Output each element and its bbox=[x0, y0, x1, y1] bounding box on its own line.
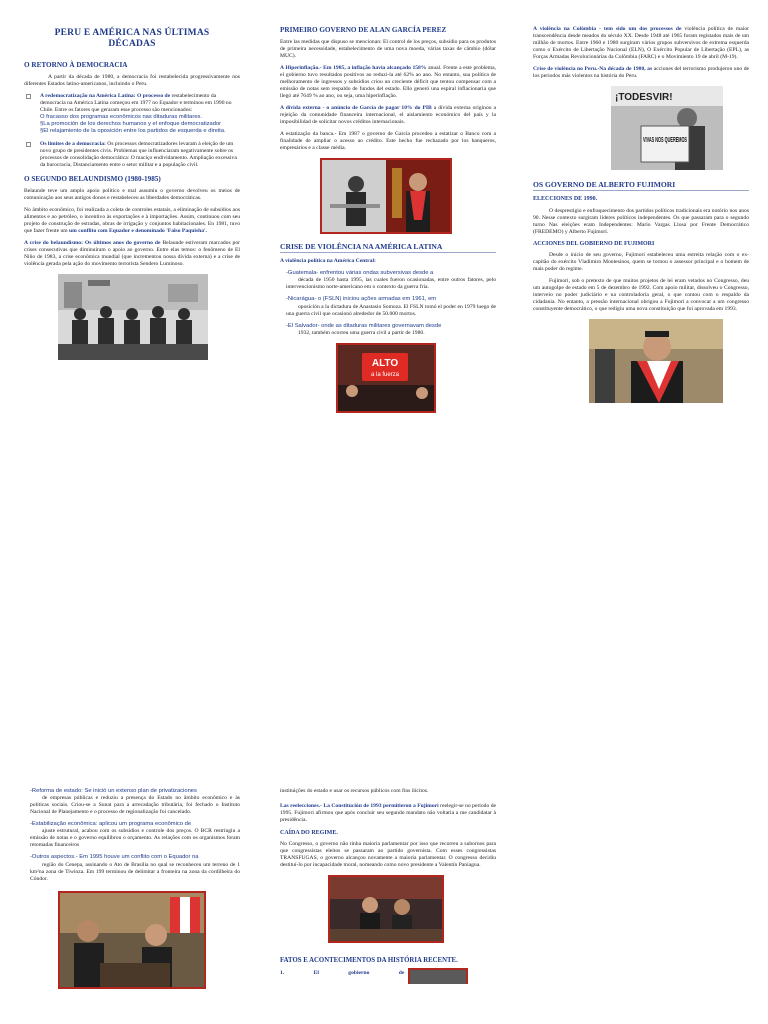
paragraph-retorno: A partir da década de 1980, a democracia foi restabelecida progressivamente nos diferentes Estados latino-americanos, incluindo o Peru. bbox=[24, 73, 240, 87]
item-outros-aspectos-text: região do Cenepa, assinando o Ato de Brasília no qual se reconheceu um terreno de 1 km²na zona de Tiwinza. Em 199 terminou de delimitar a fronteira na zona da cordilheira do Cóndor. bbox=[30, 861, 240, 882]
paragraph-divida-bold: A dívida externa - o anúncio de García de pagar 10% do PIB bbox=[280, 104, 432, 111]
list-america-central bbox=[280, 270, 496, 337]
paragraph-colombia-bold: A violência na Colômbia - tem sido um dos processos de bbox=[533, 26, 682, 32]
photo-vivas-nos-queremos bbox=[611, 86, 723, 170]
column-2-bottom bbox=[280, 788, 496, 982]
heading-acciones-fujimori: ACCIONES DEL GOBIERNO DE FUJIMORI bbox=[533, 240, 655, 247]
photo-belaunde-cabinet bbox=[58, 274, 208, 360]
item-el-gobierno-de: 1. El gobierno de bbox=[280, 969, 405, 976]
factor-1: O fracasso dos programas econômicos nas ditaduras militares. bbox=[40, 113, 203, 120]
item-estabilizacao-text: ajuste estrutural, acabou com os subsídios e controle dos preços. O BCR restringiu a emissão de notas e o governo equilibrou o orçamento. As relações com os organismos foram retomadas financeiros bbox=[30, 828, 240, 849]
bullet-redemocratizacao-title: A redemocratização na América Latina: O processo de bbox=[40, 92, 171, 99]
paragraph-belaunde-2-text: No âmbito econômico, foi realizada a coleta de controles estatais, a eliminação de subsídios aos alimentos e ao petróleo, o incentivo às exportações e à importações. Assim, continuou com seu projeto de construção de estradas, obras de irrigação y conjuntos habitacionales. En 1981, tuvo que fazer frente um bbox=[24, 207, 240, 235]
photo-protest-alto bbox=[336, 343, 436, 413]
item-el-salvador-text: 1932, também ocorreu uma guerra civil a partir de 1980. bbox=[298, 329, 425, 336]
paragraph-hiperinflacao-text: anual. Frente a este problema, el gobierno tuvo resultados positivos ao reduzi-la até 62% ao ano. No entanto, sua política de melhoramento de ingressos y subsídios criou un creciente déficit que tentou compensar com a emissão de notas sem respaldo de fundos del estado. Ello generó una espiral inflacionaria que llegó até 7649 % ao ano, ou seja, uma hiperinflação. bbox=[280, 64, 496, 99]
paragraph-hiperinflacao-bold: A Hiperinflação.- Em 1985, a inflação havia alcançado 158% bbox=[280, 64, 427, 71]
paragraph-hiperinflacao bbox=[280, 65, 496, 100]
heading-elecciones-1990: ELECCIONES DE 1990. bbox=[533, 196, 598, 203]
bullet-limites-title: Os limites de a democracia: bbox=[40, 141, 106, 148]
column-1 bbox=[24, 22, 240, 368]
photo-stub bbox=[408, 968, 468, 984]
sign-main-text: VIVAS NOS QUEREMOS bbox=[643, 134, 687, 144]
paragraph-colombia-text: violência política de maior transcendência desde meados do século XX. Desde 1948 até 1965 foram registados mais de um milhão de mortos. Entre 1960 e 1980 surgiram vários grupos subversivos de extrema esquerda como o Exército de Libertação Nacional (ELN), O Exército Popular de Libertação (EPL), as Forças Armadas Revolucionárias da Colômbia (FARC) e o Movimiento 19 de abril (M-19). bbox=[533, 26, 749, 60]
column-3 bbox=[533, 22, 749, 411]
subheading-america-central: A violência política na América Central: bbox=[280, 258, 376, 265]
paragraph-belaunde-2-bold: um conflito com Equador e denominado 'Falso Paquisha'. bbox=[69, 228, 207, 235]
paragraph-acciones-1: Desde o início de seu governo, Fujimori estabeleceu uma estreita relação com o ex-capitão do exército Vladimiro Montesinos, quem se tornou o assessor principal e o homem de mais poder do regime. bbox=[533, 252, 749, 273]
item-nicaragua bbox=[286, 296, 496, 317]
paragraph-divida-text: a dívida externa originou a rejeição da comunidade financeira internacional, el aislamiento económico del país y la imposibilidad de solicitar novos créditos internacionais. bbox=[280, 104, 496, 125]
factor-3: §El relajamiento de la oposición entre los partidos de esquerda e direita. bbox=[40, 128, 226, 135]
item-reforma-estado-text: de empresas públicas e reduziu a presença do Estado no âmbito econômico e às políticas sociais. Criou-se a Sunat para a arrecadação tributária, foi fechado o Instituto Nacional de Planejamento e o processo de regionalização foi cancelado. bbox=[30, 795, 240, 816]
paragraph-caida: No Congresso, o governo não tinha maioria parlamentar por isso que recorreu a subornos para que congressistas eleitos se passaram ao partido governista. Com esses congressistas TRANSFUGAS, o governo alcançou novamente a maioria parlamentar. O congresso decidiu destituí-lo por incapacidade moral, nomeando como novo presidente a Valentín Paniagua. bbox=[280, 841, 496, 869]
paragraph-reelecciones-bold: Las reelecciones.- La Constitución de 1993 permitieron a Fujimori bbox=[280, 802, 439, 809]
item-estabilizacao-bold: -Estabilização econômica: aplicou um programa econômico de bbox=[30, 821, 192, 828]
paragraph-belaunde-2 bbox=[24, 207, 240, 235]
factor-2: §La promoción de los derechos humanos y el enfoque democratizador bbox=[40, 120, 222, 127]
bullet-limites-text: Os processos democratizadores levaram à eleição de um novo grupo de presidentes civis. Problemas que influenciaram negativamente sobre os processos de consolidação democrática: O maciço endividamento. Ampliação excessiva da burocracia, Distanciamento entre o setor militar e a população civil. bbox=[40, 141, 237, 169]
heading-fatos-acontecimentos: FATOS E ACONTECIMENTOS DA HISTÓRIA RECENTE. bbox=[280, 957, 458, 965]
item-nicaragua-bold: -Nicarágua- o (FSLN) iniciou ações armadas em 1961, em bbox=[286, 296, 437, 303]
paragraph-peru-violencia-text: acciones del terrorismo produjeron uno de los periodos más violentos na história do Peru. bbox=[533, 65, 749, 79]
bullet-redemocratizacao bbox=[24, 93, 240, 136]
photo-congress-transfugas bbox=[328, 875, 444, 943]
item-guatemala bbox=[286, 270, 496, 291]
item-reforma-estado bbox=[30, 788, 240, 816]
paragraph-reelecciones-text: reelegir-se no período de 1995. Fujimori afirmou que após concluir seu segundo mandato não voltaria a me candidatar à presidência. bbox=[280, 802, 496, 823]
last-item-row bbox=[280, 970, 496, 982]
heading-fujimori: OS GOVERNO DE ALBERTO FUJIMORI bbox=[533, 180, 749, 191]
paragraph-peru-violencia bbox=[533, 66, 749, 80]
sign-alto-text: ALTO bbox=[371, 357, 399, 369]
paragraph-belaunde-3-bold: A crise do belaundismo: Os últimos anos do governo de bbox=[24, 240, 161, 247]
item-nicaragua-text: oposición a la dictadura de Anastasio Somoza. El FSLN tomó el poder en 1979 luego de una guerra civil que ocasionó alrededor de 50.000 mortos. bbox=[286, 303, 496, 317]
paragraph-acciones-2: Fujimori, sob o pretexto de que muitos projetos de lei eram vetados no Congresso, deu um autogolpe de estado em 5 de dezembro de 1992. Com apoio militar, dissolveu o Congresso, interveio no poder judiciário e na controladoria geral, o que contou com o respaldo da cidadania. No entanto, a pressão internacional obrigou a Fujimori a convocar a um congresso constituyente democrático, o que redigiu uma nova constituição que foi aprovada em 1993. bbox=[533, 278, 749, 313]
list-reformas bbox=[24, 788, 240, 883]
item-guatemala-bold: -Guatemala- enfrentou várias ondas subversivas desde a bbox=[286, 270, 434, 277]
sign-top-text: ¡TODESVIR! bbox=[615, 91, 673, 103]
photo-fujimori-office bbox=[58, 891, 206, 989]
column-1-bottom bbox=[24, 788, 240, 997]
page-bottom bbox=[0, 512, 768, 1024]
bullet-limites bbox=[24, 141, 240, 169]
paragraph-belaunde-3-text: Belaunde estiveram marcados por crises consecutivas que diminuíram o apoio ao governo. Entre elas temos: o fenômeno de El Niño de 1983, a crise econômica mundial (que incrementou nossa dívida externa) e a crise de violência gerada pela ação do movimento terrorista Sendero Luminoso. bbox=[24, 240, 241, 268]
heading-retorno: O RETORNO À DEMOCRACIA bbox=[24, 60, 128, 69]
paragraph-colombia bbox=[533, 26, 749, 61]
item-el-salvador bbox=[286, 323, 496, 337]
heading-crise-violencia: CRISE DE VIOLÊNCIA NA AMÉRICA LATINA bbox=[280, 242, 496, 253]
paragraph-estatizacao: A estatização da banca.- Em 1987 o governo de García procedeu a estatizar o Banco com a finalidade de ampliar o acesso ao crédito. Este hecho fue rechazado por los banqueros, empresários e a classe média. bbox=[280, 130, 496, 151]
heading-caida-regime: CAÍDA DO REGIME. bbox=[280, 829, 338, 836]
paragraph-peru-violencia-bold: Crise de violência no Peru.-Na década de 1980, as bbox=[533, 65, 653, 72]
paragraph-reelecciones bbox=[280, 803, 496, 824]
paragraph-instituicoes: instituições do estado e usar os recursos públicos com fins ilícitos. bbox=[280, 788, 429, 794]
item-el-salvador-bold: -El Salvador- onde as ditaduras militares governavam desde bbox=[286, 322, 442, 329]
bullet-redemocratizacao-text: restabelecimento da democracia na América Latina começou em 1977 no Equador e terminou em 1990 no Chile. Entre os fatores que geraram esse processo são mencionados: bbox=[40, 92, 232, 113]
sign-alto-sub: a la fuerza bbox=[370, 371, 400, 378]
document-title: PERU E AMÉRICA NAS ÚLTIMAS DÉCADAS bbox=[54, 28, 210, 50]
paragraph-belaunde-1: Belaunde teve um amplo apoio político e mal assumiu o governo devolveu os meios de comunicação aos seus antigos donos e restabeleceu as liberdades democráticas. bbox=[24, 188, 240, 202]
item-outros-aspectos-bold: -Outros aspectos.- Em 1995 houve um conflito com o Equador na bbox=[30, 854, 199, 861]
paragraph-belaunde-3 bbox=[24, 240, 240, 268]
photo-fujimori bbox=[589, 319, 723, 403]
item-outros-aspectos bbox=[30, 854, 240, 882]
column-2 bbox=[280, 22, 496, 421]
heading-belaundismo: O SEGUNDO BELAUNDISMO (1980-1985) bbox=[24, 175, 161, 184]
heading-alan-garcia: PRIMEIRO GOVERNO DE ALAN GARCÍA PEREZ bbox=[280, 26, 447, 34]
paragraph-alan-1: Entre las medidas que dispuso se mencionan: El control de los preços, subsídio para os produtos de primeira necessidade, estabelecimento de uma nova moeda, várias taxas de câmbio (dólar MUC). bbox=[280, 39, 496, 59]
paragraph-divida bbox=[280, 105, 496, 126]
item-guatemala-text: década de 1950 hasta 1995, las cuales fueron ocasionadas, entre outros fatores, pelo intervencionismo norte-americano em o contexto da guerra fria. bbox=[286, 277, 496, 291]
photo-alan-garcia bbox=[320, 158, 452, 234]
paragraph-elecciones: O desprestígio e enfraquecimento dos partidos políticos tradicionais era notório nos anos 90. Nesse contexto surgiram líderes políticos independentes. Os que passaram para o segundo turno Nas eleições eram Independentes: Mario Vargas Llosa por Frente Democrático (FREDEMO) y Alberto Fujimori. bbox=[533, 207, 749, 235]
item-estabilizacao bbox=[30, 821, 240, 849]
item-reforma-estado-bold: -Reforma de estado: Se inició un extenso plan de privatizaciones bbox=[30, 788, 197, 794]
